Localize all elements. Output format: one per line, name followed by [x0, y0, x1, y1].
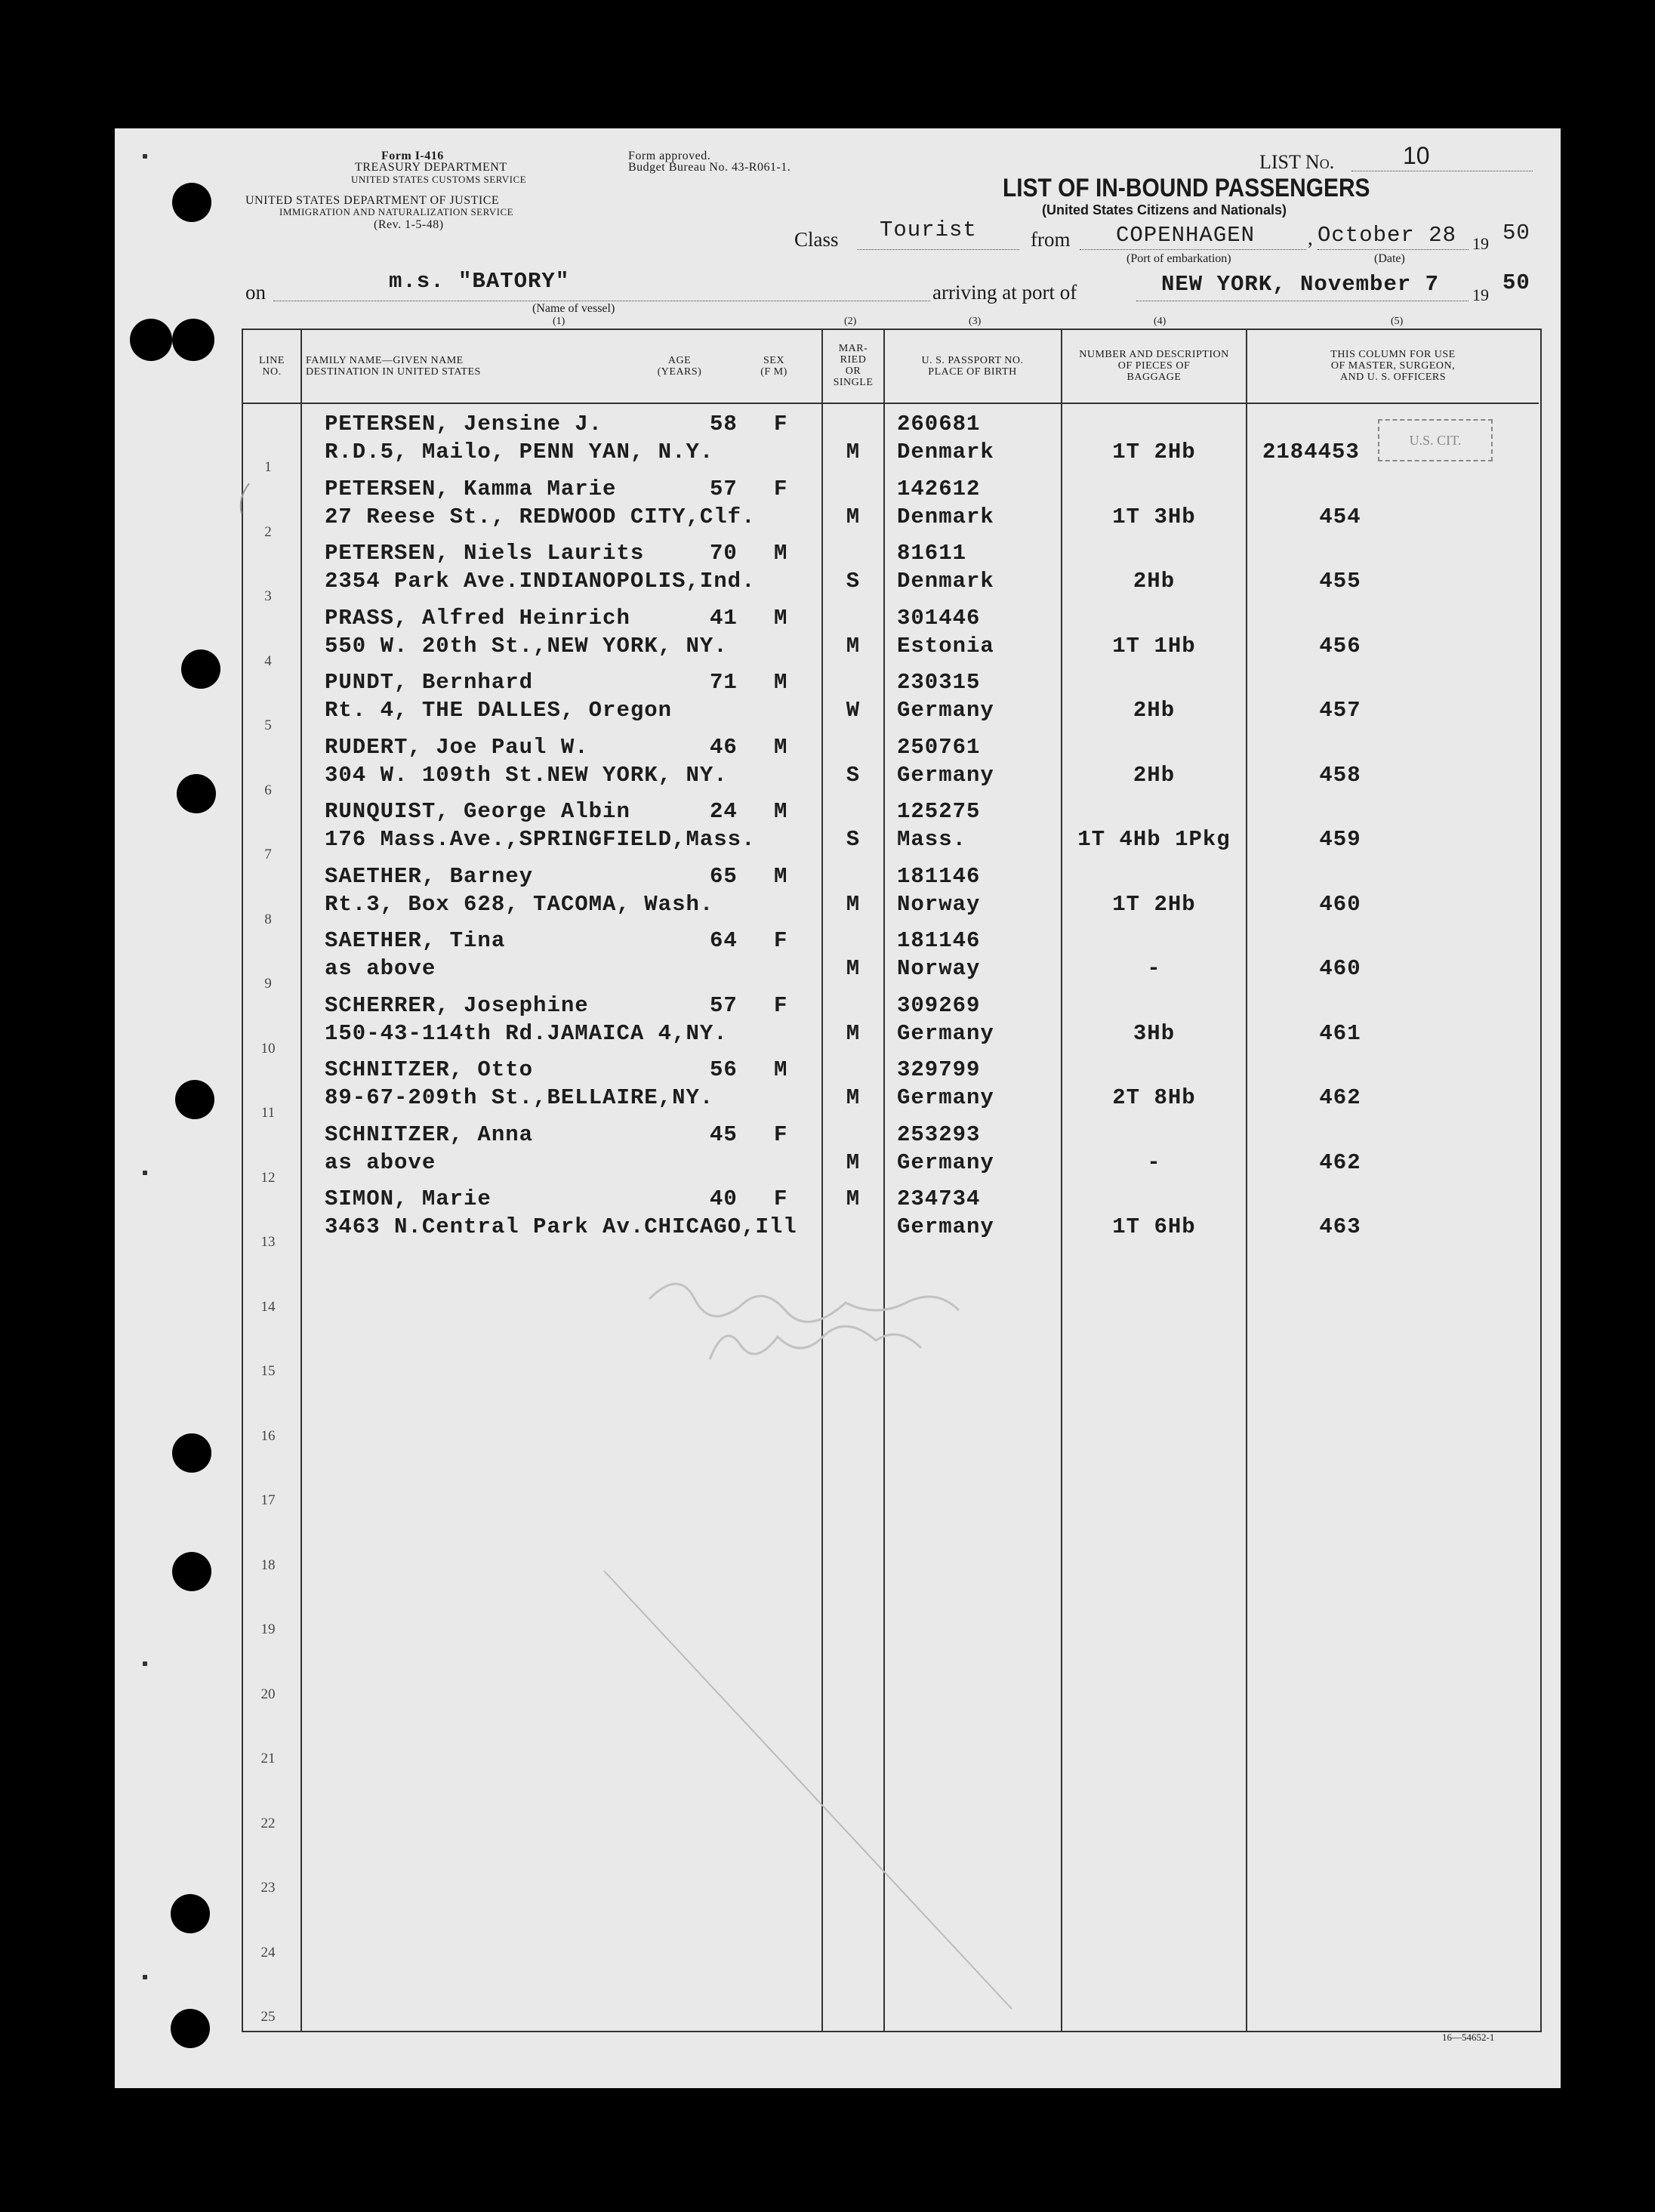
year-prefix-arrival: 19 — [1472, 285, 1489, 304]
departure-date: October 28 — [1318, 223, 1457, 248]
officer-number: 458 — [1319, 762, 1361, 788]
place-of-birth: Germany — [897, 762, 994, 788]
passport-number: 234734 — [897, 1186, 981, 1211]
passport-number: 329799 — [897, 1057, 981, 1082]
marital-status: M — [846, 1149, 861, 1175]
dept-customs: UNITED STATES CUSTOMS SERVICE — [351, 174, 527, 185]
column-number-3: (3) — [969, 316, 982, 327]
baggage-description: 2T 8Hb — [1112, 1085, 1196, 1110]
marital-status: S — [846, 569, 861, 594]
header-age: AGE (YEARS) — [657, 355, 702, 378]
place-of-birth: Germany — [897, 1085, 994, 1110]
marital-status: M — [846, 440, 861, 464]
passenger-name: PRASS, Alfred Heinrich — [325, 605, 630, 631]
passenger-destination: as above — [325, 1149, 436, 1175]
line-number: 14 — [260, 1298, 276, 1315]
line-number: 21 — [260, 1751, 276, 1766]
passenger-destination: 3463 N.Central Park Av.CHICAGO,Ill — [325, 1214, 797, 1239]
passenger-destination: 2354 Park Ave.INDIANOPOLIS,Ind. — [325, 569, 756, 594]
baggage-description: 1T 3Hb — [1112, 504, 1196, 529]
column-number-4: (4) — [1154, 316, 1167, 327]
marital-status: S — [846, 762, 861, 788]
passenger-destination: 150-43-114th Rd.JAMAICA 4,NY. — [325, 1020, 728, 1046]
marital-status: M — [846, 1186, 861, 1211]
line-number: 9 — [264, 976, 272, 992]
line-number: 22 — [260, 1815, 276, 1831]
pencil-margin-tick — [241, 483, 249, 514]
passport-number: 181146 — [897, 928, 981, 953]
list-number: 10 — [1403, 142, 1430, 169]
baggage-description: 1T 6Hb — [1112, 1214, 1196, 1239]
passenger-age: 41 — [710, 605, 738, 631]
pencil-signature — [649, 1284, 959, 1322]
dept-treasury: TREASURY DEPARTMENT — [355, 161, 507, 174]
passenger-sex: F — [774, 476, 788, 501]
departure-year: 50 — [1502, 221, 1530, 245]
marital-status: W — [846, 698, 861, 723]
passport-number: 301446 — [897, 605, 981, 631]
place-of-birth: Germany — [897, 1214, 994, 1239]
line-number: 19 — [260, 1621, 276, 1637]
passenger-age: 58 — [710, 412, 738, 437]
passenger-sex: M — [774, 1057, 788, 1082]
marital-status: M — [846, 956, 861, 981]
header-officers: THIS COLUMN FOR USE OF MASTER, SURGEON, AND U. S. OFFICERS — [1330, 349, 1456, 383]
passport-number: 253293 — [897, 1121, 981, 1147]
baggage-description: - — [1147, 956, 1161, 981]
passenger-sex: F — [774, 928, 788, 953]
line-number: 3 — [264, 588, 272, 604]
place-of-birth: Germany — [897, 698, 994, 723]
marital-status: M — [846, 504, 861, 529]
baggage-description: 2Hb — [1133, 698, 1176, 723]
passenger-age: 57 — [710, 992, 738, 1018]
class-label: Class — [794, 228, 839, 251]
officer-number: 460 — [1319, 956, 1361, 981]
officer-number: 461 — [1319, 1020, 1361, 1046]
passenger-name: PETERSEN, Kamma Marie — [325, 476, 617, 501]
embarkation-port: COPENHAGEN — [1116, 223, 1256, 248]
passport-number: 260681 — [897, 412, 981, 437]
baggage-description: 3Hb — [1133, 1020, 1176, 1046]
passenger-age: 40 — [710, 1186, 738, 1211]
arriving-label: arriving at port of — [932, 281, 1077, 304]
passenger-destination: 27 Reese St., REDWOOD CITY,Clf. — [325, 504, 756, 529]
passenger-name: PETERSEN, Jensine J. — [325, 412, 603, 437]
place-of-birth: Denmark — [897, 569, 994, 594]
line-number: 13 — [260, 1234, 276, 1250]
header-married: MAR- RIED OR SINGLE — [833, 343, 874, 388]
line-number: 7 — [264, 847, 272, 862]
officer-number: 462 — [1319, 1149, 1361, 1175]
passenger-destination: R.D.5, Mailo, PENN YAN, N.Y. — [325, 440, 714, 464]
officer-number: 462 — [1319, 1085, 1361, 1110]
line-number: 23 — [260, 1880, 276, 1896]
passenger-name: RUDERT, Joe Paul W. — [325, 734, 589, 760]
passenger-destination: 176 Mass.Ave.,SPRINGFIELD,Mass. — [325, 827, 756, 852]
header-line-no: LINE NO. — [259, 355, 285, 378]
passport-number: 230315 — [897, 670, 981, 695]
passenger-sex: F — [774, 412, 788, 437]
passport-number: 81611 — [897, 541, 967, 566]
marital-status: M — [846, 891, 861, 917]
pencil-signature — [710, 1326, 921, 1359]
passenger-name: SIMON, Marie — [325, 1186, 492, 1211]
passport-number: 142612 — [897, 476, 981, 501]
form-title: LIST OF IN-BOUND PASSENGERS — [1003, 174, 1370, 202]
list-number-label: LIST No. — [1259, 151, 1335, 173]
arrival-port-date: NEW YORK, November 7 — [1161, 272, 1440, 297]
passenger-age: 57 — [710, 476, 738, 501]
place-of-birth: Mass. — [897, 827, 967, 852]
passenger-name: PUNDT, Bernhard — [325, 670, 534, 695]
passenger-name: SCHNITZER, Anna — [325, 1121, 534, 1147]
passenger-name: PETERSEN, Niels Laurits — [325, 541, 645, 566]
passenger-age: 46 — [710, 734, 738, 760]
passenger-sex: F — [774, 1121, 788, 1147]
passenger-destination: 550 W. 20th St.,NEW YORK, NY. — [325, 633, 728, 659]
passport-number: 125275 — [897, 799, 981, 824]
passenger-name: SAETHER, Tina — [325, 928, 506, 953]
form-subtitle: (United States Citizens and Nationals) — [1042, 202, 1287, 217]
marital-status: M — [846, 633, 861, 659]
line-number: 5 — [264, 717, 272, 733]
baggage-description: 2Hb — [1133, 762, 1176, 788]
header-name-destination: FAMILY NAME—GIVEN NAME DESTINATION IN UNITED STATES — [306, 355, 481, 378]
passenger-destination: 89-67-209th St.,BELLAIRE,NY. — [325, 1085, 714, 1110]
form-code: 16—54652-1 — [1442, 2032, 1495, 2043]
place-of-birth: Denmark — [897, 504, 994, 529]
line-number: 10 — [260, 1040, 276, 1057]
line-number: 2 — [264, 523, 272, 540]
passenger-destination: as above — [325, 956, 436, 981]
place-of-birth: Denmark — [897, 440, 994, 464]
officer-number: 456 — [1319, 633, 1361, 659]
passenger-age: 71 — [710, 670, 738, 695]
passenger-name: SCHNITZER, Otto — [325, 1057, 534, 1082]
officer-number: 454 — [1319, 504, 1361, 529]
place-of-birth: Germany — [897, 1149, 994, 1175]
passenger-sex: M — [774, 863, 788, 889]
date-separator: , — [1308, 227, 1313, 249]
citizen-stamp: U.S. CIT. — [1378, 419, 1493, 461]
form-number: Form I-416 — [381, 150, 444, 162]
class-value: Tourist — [880, 217, 977, 242]
passenger-sex: M — [774, 605, 788, 631]
line-number: 20 — [260, 1686, 276, 1702]
place-of-birth: Norway — [897, 956, 981, 981]
passenger-sex: M — [774, 541, 788, 566]
header-passport-birth: U. S. PASSPORT NO. PLACE OF BIRTH — [921, 355, 1024, 378]
passenger-age: 45 — [710, 1121, 738, 1147]
approval-note: Form approved. — [628, 150, 711, 162]
year-prefix: 19 — [1472, 234, 1489, 253]
line-number: 1 — [264, 459, 272, 475]
passport-number: 181146 — [897, 863, 981, 889]
header-sex: SEX (F M) — [760, 355, 787, 378]
from-label: from — [1031, 228, 1071, 251]
line-number: 15 — [260, 1363, 276, 1379]
place-of-birth: Estonia — [897, 633, 994, 659]
officer-number: 455 — [1319, 569, 1361, 594]
arrival-year: 50 — [1502, 270, 1530, 295]
vessel-caption: (Name of vessel) — [532, 302, 615, 315]
line-number: 11 — [260, 1105, 276, 1121]
passenger-name: RUNQUIST, George Albin — [325, 799, 630, 824]
baggage-description: 1T 1Hb — [1112, 633, 1196, 659]
officer-number: 457 — [1319, 698, 1361, 723]
passenger-destination: 304 W. 109th St.NEW YORK, NY. — [325, 762, 728, 788]
passenger-name: SCHERRER, Josephine — [325, 992, 589, 1018]
baggage-description: - — [1147, 1149, 1161, 1175]
passenger-age: 64 — [710, 928, 738, 953]
officer-number: 463 — [1319, 1214, 1361, 1239]
marital-status: M — [846, 1020, 861, 1046]
line-number: 6 — [264, 782, 272, 798]
line-number: 8 — [264, 911, 272, 927]
place-of-birth: Norway — [897, 891, 981, 917]
passenger-sex: M — [774, 799, 788, 824]
passenger-name: SAETHER, Barney — [325, 863, 534, 889]
port-caption: (Port of embarkation) — [1126, 252, 1231, 265]
passenger-sex: F — [774, 992, 788, 1018]
line-number: 25 — [260, 2009, 276, 2025]
column-number-1: (1) — [553, 316, 566, 327]
pencil-diagonal — [604, 1571, 1012, 2009]
passenger-sex: F — [774, 1186, 788, 1211]
passenger-sex: M — [774, 670, 788, 695]
passenger-age: 56 — [710, 1057, 738, 1082]
column-number-5: (5) — [1391, 316, 1404, 327]
baggage-description: 1T 4Hb 1Pkg — [1077, 827, 1231, 852]
header-baggage: NUMBER AND DESCRIPTION OF PIECES OF BAGGAGE — [1079, 349, 1229, 383]
on-label: on — [245, 281, 266, 304]
passenger-destination: Rt.3, Box 628, TACOMA, Wash. — [325, 891, 714, 917]
line-number: 12 — [260, 1169, 276, 1186]
passport-number: 309269 — [897, 992, 981, 1018]
line-number: 17 — [260, 1492, 276, 1508]
baggage-description: 1T 2Hb — [1112, 891, 1196, 917]
line-number: 24 — [260, 1944, 276, 1961]
officer-number: 2184453 — [1262, 440, 1360, 464]
place-of-birth: Germany — [897, 1020, 994, 1046]
passenger-age: 70 — [710, 541, 738, 566]
marital-status: S — [846, 827, 861, 852]
date-caption: (Date) — [1374, 252, 1405, 265]
vessel-name: m.s. "BATORY" — [389, 269, 570, 294]
baggage-description: 1T 2Hb — [1112, 440, 1196, 464]
officer-number: 459 — [1319, 827, 1361, 852]
dept-justice: UNITED STATES DEPARTMENT OF JUSTICE — [245, 194, 500, 207]
budget-bureau: Budget Bureau No. 43-R061-1. — [628, 161, 791, 174]
passport-number: 250761 — [897, 734, 981, 760]
passenger-age: 24 — [710, 799, 738, 824]
column-number-2: (2) — [844, 316, 857, 327]
passenger-destination: Rt. 4, THE DALLES, Oregon — [325, 698, 673, 723]
dept-immigration: IMMIGRATION AND NATURALIZATION SERVICE — [279, 206, 514, 217]
baggage-description: 2Hb — [1133, 569, 1176, 594]
marital-status: M — [846, 1085, 861, 1110]
line-number: 18 — [260, 1556, 276, 1573]
passenger-age: 65 — [710, 863, 738, 889]
revision-date: (Rev. 1-5-48) — [374, 218, 444, 231]
line-number: 16 — [260, 1427, 276, 1444]
line-number: 4 — [264, 652, 272, 669]
officer-number: 460 — [1319, 891, 1361, 917]
passenger-sex: M — [774, 734, 788, 760]
